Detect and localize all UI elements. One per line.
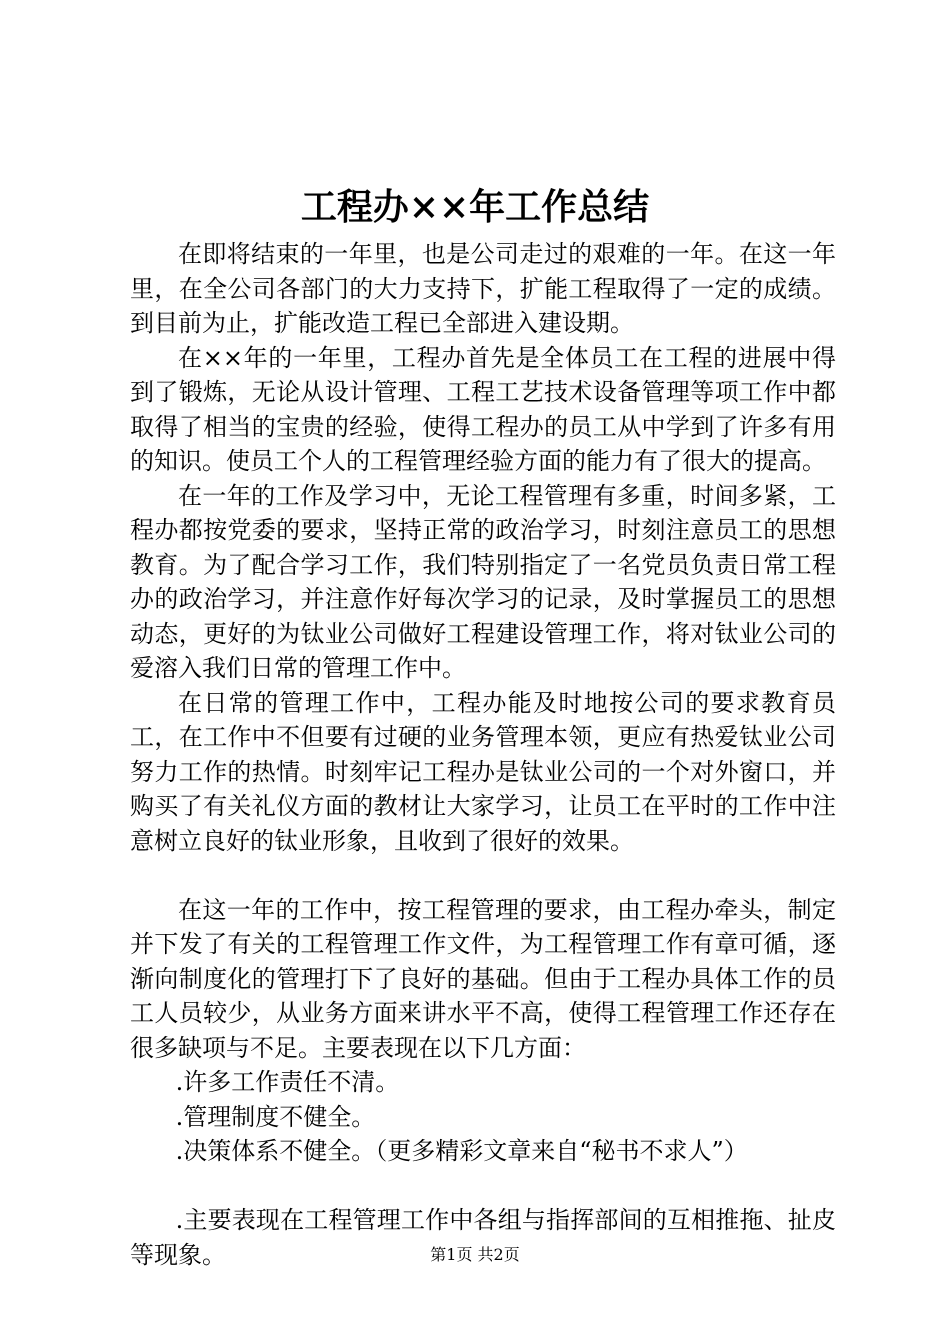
blank-line [130,858,836,893]
list-item: .管理制度不健全。 [175,1102,376,1131]
paragraph: 在即将结束的一年里，也是公司走过的艰难的一年。在这一年里，在全公司各部门的大力支持下，扩能工程取得了一定的成绩。到目前为止，扩能改造工程已全部进入建设期。 [130,240,836,337]
document-body [130,237,836,1272]
list-item: .许多工作责任不清。 [175,1068,400,1096]
paragraph: 在一年的工作及学习中，无论工程管理有多重，时间多紧，工程办都按党委的要求，坚持正常的政治学习，时刻注意员工的思想教育。为了配合学习工作，我们特别指定了一名党员负责日常工程办的政治学习，并注意作好每次学习的记录，及时掌握员工的思想动态，更好的为钛业公司做好工程建设管理工作，将对钛业公司的爱溶入我们日常的管理工作中。 [130,481,836,682]
list-item: .主要表现在工程管理工作中各组与指挥部间的互相推拖、扯皮等现象。 [130,1206,836,1269]
document-title: 工程办××年工作总结 [300,186,650,228]
page-footer: 第1页 共2页 [430,1245,520,1264]
list-item: .决策体系不健全。（更多精彩文章来自“秘书不求人”） [175,1137,748,1165]
paragraph: 在日常的管理工作中，工程办能及时地按公司的要求教育员工，在工作中不但要有过硬的业务管理本领，更应有热爱钛业公司努力工作的热情。时刻牢记工程办是钛业公司的一个对外窗口，并购买了有关礼仪方面的教材让大家学习，让员工在平时的工作中注意树立良好的钛业形象，且收到了很好的效果。 [130,688,836,855]
paragraph: 在××年的一年里，工程办首先是全体员工在工程的进展中得到了锻炼，无论从设计管理、工程工艺技术设备管理等项工作中都取得了相当的宝贵的经验，使得工程办的员工从中学到了许多有用的知识。使员工个人的工程管理经验方面的能力有了很大的提高。 [130,343,836,475]
paragraph: 在这一年的工作中，按工程管理的要求，由工程办牵头，制定并下发了有关的工程管理工作文件，为工程管理工作有章可循，逐渐向制度化的管理打下了良好的基础。但由于工程办具体工作的员工人员较少，从业务方面来讲水平不高，使得工程管理工作还存在很多缺项与不足。主要表现在以下几方面： [130,895,836,1062]
blank-line [130,1169,836,1204]
